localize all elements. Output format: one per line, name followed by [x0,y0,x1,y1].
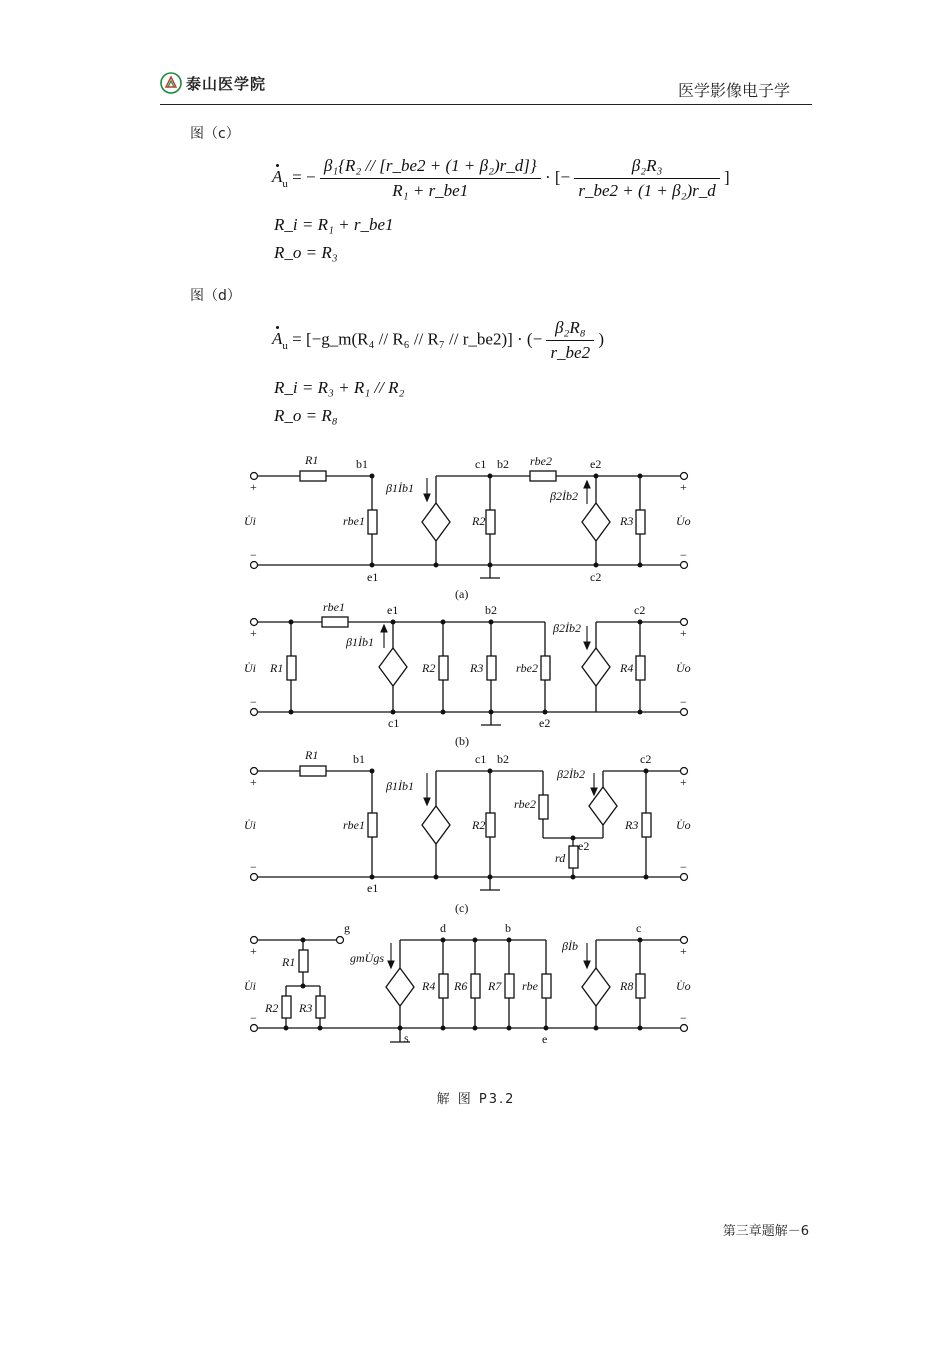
label-b-rbe2: rbe2 [516,661,538,675]
svg-text:+: + [250,626,257,640]
label-d-beta: βİb [562,939,578,953]
school-name: 泰山医学院 [186,74,267,93]
label-c-R2: R2 [472,818,486,832]
equation-d-ri: R_i = R₃ + R₁ // R₂ [274,378,405,397]
label-a-ui: U̇i [244,514,256,528]
svg-text:−: − [250,695,257,709]
svg-text:−: − [680,1011,687,1025]
equation-d-gain: $A_u$ = [−g_m(R₄ // R₆ // R₇ // r_be2)] · (− $\frac{\text{β₂R₈}}{r\_be2}$ ) [272,318,605,362]
label-a-R3: R3 [620,514,634,528]
svg-text:−: − [680,860,687,874]
label-c-R3: R3 [625,818,639,832]
label-a-rbe2: rbe2 [530,454,552,468]
equation-c-ri: R_i = R₁ + r_be1 [274,215,394,234]
svg-text:−: − [250,1011,257,1025]
svg-text:+: + [680,944,687,958]
equation-d-rhs: = [−g_m(R₄ // R₆ // R₇ // r_be2)] · (− [292,329,543,349]
label-a-beta2: β2İb2 [550,489,578,503]
label-a-e1: e1 [367,570,379,584]
label-a-c2: c2 [590,570,602,584]
equation-c-frac1-num: β₁{R₂ // [r_be2 + (1 + β₂)r_d]} [320,156,541,179]
label-d-R6: R6 [454,979,468,993]
svg-text:−: − [250,548,257,562]
label-a-R1: R1 [305,453,319,467]
label-d-R1: R1 [282,955,296,969]
page-footer: 第三章题解－6 [722,1224,809,1239]
label-b-ui: U̇i [244,661,256,675]
label-c-ui: U̇i [244,818,256,832]
svg-text:+: + [250,775,257,789]
circuit-a [254,471,680,578]
label-d-R2: R2 [265,1001,279,1015]
label-c-c1: c1 [475,752,487,766]
label-b-R2: R2 [422,661,436,675]
label-d-d: d [440,921,446,935]
label-c-rbe1: rbe1 [343,818,365,832]
label-a-b2: b2 [497,457,509,471]
equation-d-frac-num: β₂R₈ [546,318,594,341]
label-c-b2: b2 [497,752,509,766]
label-d-g: g [344,921,350,935]
svg-text:+: + [680,480,687,494]
svg-text:−: − [250,860,257,874]
label-d-b: b [505,921,511,935]
equation-c-ro: R_o = R₃ [274,243,338,262]
label-d-R4: R4 [422,979,436,993]
label-c-e2: e2 [578,839,590,853]
label-b-rbe1: rbe1 [323,600,345,614]
label-b-uo: U̇o [676,661,691,675]
figure-caption: 解 图 P3.2 [436,1092,516,1107]
equation-d-frac-den: r_be2 [550,343,591,362]
label-b-c2: c2 [634,603,646,617]
section-d-label: 图（d） [190,288,241,304]
subcaption-a: (a) [455,587,469,601]
label-c-e1: e1 [367,881,379,895]
label-a-c1: c1 [475,457,487,471]
equation-c-frac2-num: β₂R₃ [574,156,719,179]
circuit-c [254,766,680,890]
label-c-c2: c2 [640,752,652,766]
label-d-uo: U̇o [676,979,691,993]
label-a-beta1: β1İb1 [386,481,414,495]
svg-text:+: + [250,944,257,958]
label-b-beta2: β2İb2 [553,621,581,635]
svg-text:+: + [680,775,687,789]
label-a-R2: R2 [472,514,486,528]
subcaption-b: (b) [455,734,469,748]
label-d-ui: U̇i [244,979,256,993]
equation-c-frac1-den: R₁ + r_be1 [392,181,469,200]
label-b-R3: R3 [470,661,484,675]
label-c-uo: U̇o [676,818,691,832]
subcaption-c: (c) [455,901,469,915]
label-d-c: c [636,921,642,935]
label-b-R4: R4 [620,661,634,675]
svg-text:+: + [250,480,257,494]
label-a-rbe1: rbe1 [343,514,365,528]
section-c-label: 图（c） [190,126,240,142]
svg-text:+: + [680,626,687,640]
label-b-e2: e2 [539,716,551,730]
label-d-R3: R3 [299,1001,313,1015]
label-d-s: s [404,1031,409,1045]
label-c-beta2: β2İb2 [557,767,585,781]
label-a-uo: U̇o [676,514,691,528]
label-c-R1: R1 [305,748,319,762]
label-b-c1: c1 [388,716,400,730]
label-b-R1: R1 [270,661,284,675]
label-a-e2: e2 [590,457,602,471]
label-c-b1: b1 [353,752,365,766]
label-d-R7: R7 [488,979,502,993]
circuit-b [254,617,680,725]
label-c-beta1: β1İb1 [386,779,414,793]
label-c-rbe2: rbe2 [514,797,536,811]
label-d-e: e [542,1032,548,1046]
equation-c-frac2-den: r_be2 + (1 + β₂)r_d [578,181,716,200]
equation-c-gain: $A_u$ = − $\frac{\text{β₁\{R₂ // [r\_be2 + (1 + β₂)r\_d]\}}}{\text{R₁ + r\_be1}}$ · [− $\frac{\text{β₂R₃}}{\text{r\_be2 + (1 + β₂)r\_d}}$ ] [272,156,730,200]
label-d-rbe: rbe [522,979,538,993]
svg-text:−: − [680,695,687,709]
label-c-rd: rd [555,851,566,865]
label-b-beta1: β1İb1 [346,635,374,649]
label-b-e1: e1 [387,603,399,617]
svg-text:−: − [680,548,687,562]
course-title: 医学影像电子学 [677,81,790,100]
label-d-R8: R8 [620,979,634,993]
equation-d-ro: R_o = R₈ [274,406,338,425]
label-b-b2: b2 [485,603,497,617]
label-d-gm: gmU̇gs [350,951,385,965]
label-a-b1: b1 [356,457,368,471]
